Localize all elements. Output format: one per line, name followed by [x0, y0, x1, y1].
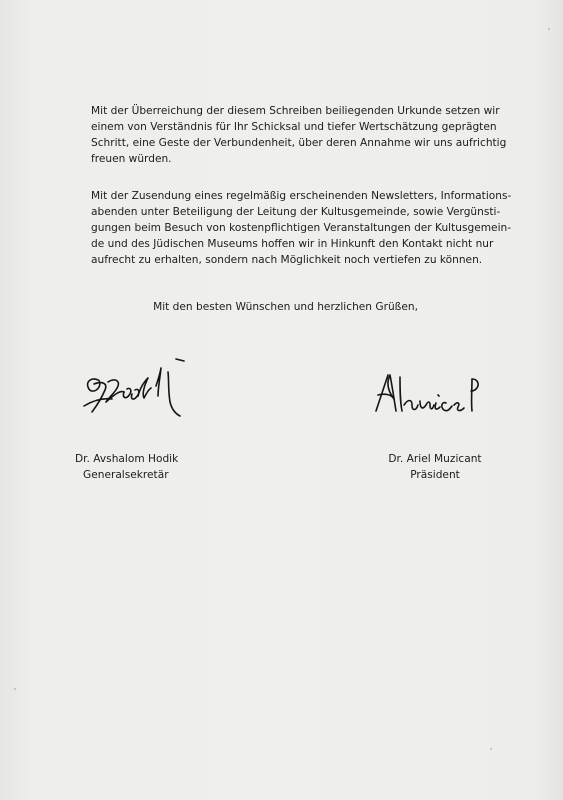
- paragraph-line: de und des Jüdischen Museums hoffen wir in Hinkunft den Kontakt nicht nur: [91, 237, 494, 250]
- signer-hodik: [75, 452, 195, 484]
- signature-muzicant: [374, 365, 484, 425]
- paragraph-newsletter: [91, 189, 512, 269]
- paper-speck: [14, 688, 16, 690]
- signer-muzicant: [380, 452, 490, 484]
- signer-title: Präsident: [410, 468, 460, 481]
- paragraph-line: Schritt, eine Geste der Verbundenheit, über deren Annahme wir uns aufrichtig: [91, 136, 507, 149]
- paragraph-line: freuen würden.: [91, 152, 172, 165]
- signer-name: Dr. Ariel Muzicant: [388, 453, 482, 465]
- closing-salutation: Mit den besten Wünschen und herzlichen Grüßen,: [153, 301, 418, 313]
- paragraph-line: einem von Verständnis für Ihr Schicksal und tiefer Wertschätzung geprägten: [91, 120, 497, 133]
- paragraph-certificate: [91, 104, 507, 168]
- paper-speck: [548, 28, 550, 30]
- paragraph-line: Mit der Überreichung der diesem Schreiben beiliegenden Urkunde setzen wir: [91, 105, 500, 117]
- signer-title: Generalsekretär: [83, 468, 169, 481]
- paragraph-line: aufrecht zu erhalten, sondern nach Möglichkeit noch vertiefen zu können.: [91, 253, 483, 266]
- signer-name: Dr. Avshalom Hodik: [75, 453, 179, 465]
- paragraph-line: gungen beim Besuch von kostenpflichtigen Veranstaltungen der Kultusgemein-: [91, 221, 512, 234]
- signature-hodik: [72, 350, 222, 420]
- paragraph-line: Mit der Zusendung eines regelmäßig erscheinenden Newsletters, Informations-: [91, 190, 512, 202]
- paragraph-line: abenden unter Beteiligung der Leitung der Kultusgemeinde, sowie Vergünsti-: [91, 205, 501, 218]
- paper-speck: [490, 748, 492, 750]
